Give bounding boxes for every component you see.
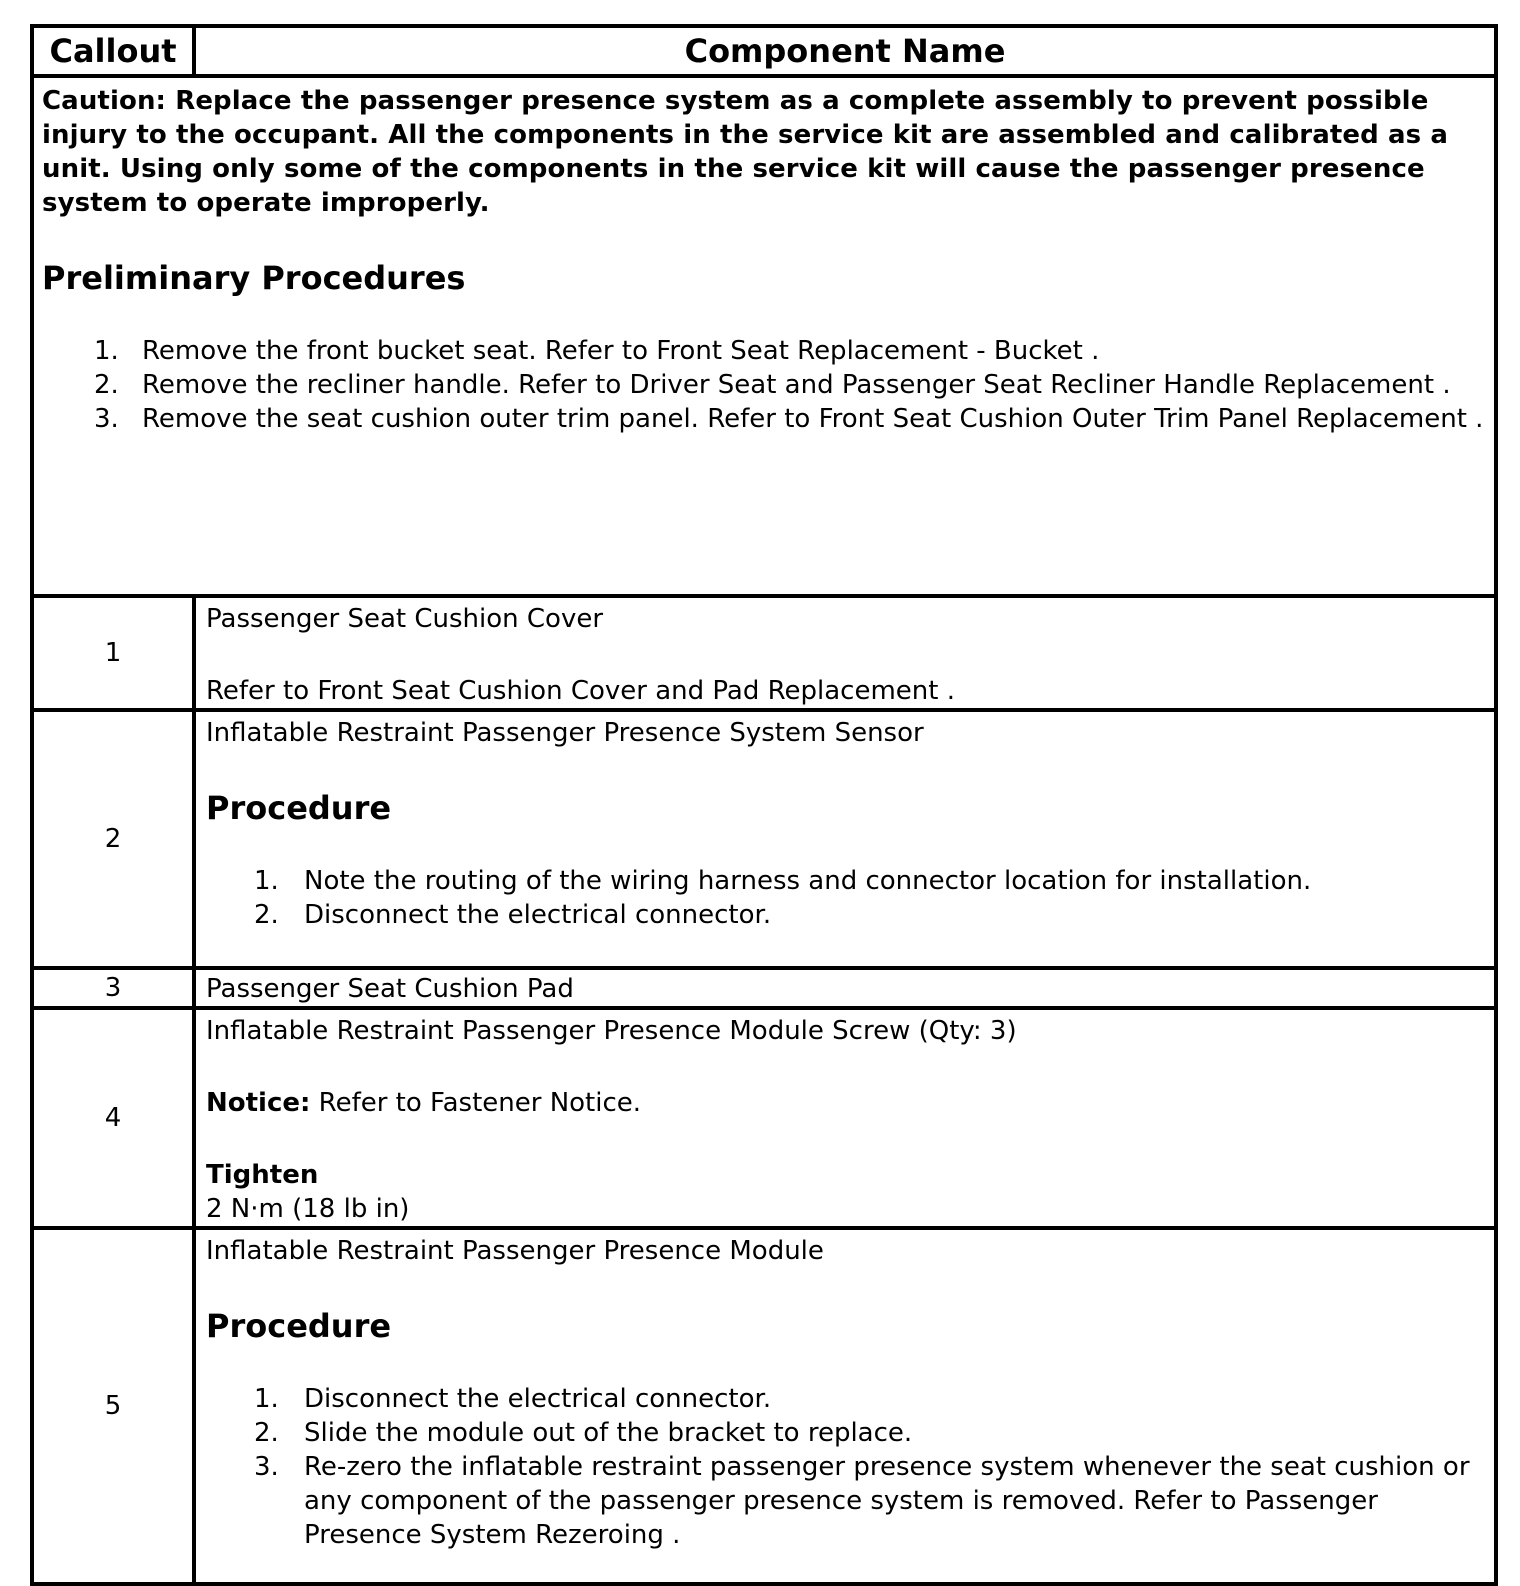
step-text: Disconnect the electrical connector. <box>304 1384 772 1414</box>
step-text: Disconnect the electrical connector. <box>304 900 772 930</box>
tighten-label: Tighten <box>206 1160 319 1190</box>
list-item <box>206 898 1484 932</box>
component-name-header: Component Name <box>194 26 1496 76</box>
step-number: 3. <box>254 1452 279 1482</box>
component-cell <box>194 1008 1496 1228</box>
caution-row <box>32 76 1496 596</box>
callout-number: 1 <box>32 596 194 710</box>
step-text: Remove the seat cushion outer trim panel. Refer to Front Seat Cushion Outer Trim Panel Replacement . <box>142 404 1484 434</box>
preliminary-procedures-heading: Preliminary Procedures <box>42 259 466 297</box>
step-text: Re-zero the inflatable restraint passenger presence system whenever the seat cushion or any component of the passenger presence system is removed. Refer to Passenger Presence System Rezeroing . <box>304 1452 1470 1550</box>
step-text: Remove the recliner handle. Refer to Driver Seat and Passenger Seat Recliner Handle Replacement . <box>142 370 1451 400</box>
notice-line <box>206 1086 1484 1120</box>
procedure-heading: Procedure <box>206 1307 392 1345</box>
callout-header: Callout <box>32 26 194 76</box>
table-row <box>32 1228 1496 1584</box>
component-cell <box>194 968 1496 1008</box>
component-note: Refer to Front Seat Cushion Cover and Pad Replacement . <box>206 676 955 706</box>
list-item <box>206 1450 1484 1552</box>
procedure-steps-list <box>206 864 1484 932</box>
notice-label: Notice: <box>206 1088 311 1118</box>
list-item <box>206 1416 1484 1450</box>
list-item <box>42 402 1486 436</box>
table-row <box>32 710 1496 968</box>
notice-text: Refer to Fastener Notice. <box>318 1088 642 1118</box>
procedure-heading: Procedure <box>206 789 392 827</box>
tighten-value: 2 N·m (18 lb in) <box>206 1194 410 1224</box>
table-row <box>32 596 1496 710</box>
preliminary-steps-list <box>42 334 1486 436</box>
table-row <box>32 968 1496 1008</box>
header-row <box>32 26 1496 76</box>
component-name: Inflatable Restraint Passenger Presence Module Screw (Qty: 3) <box>206 1016 1017 1046</box>
callout-number: 5 <box>32 1228 194 1584</box>
component-cell <box>194 596 1496 710</box>
step-text: Slide the module out of the bracket to replace. <box>304 1418 913 1448</box>
component-cell <box>194 710 1496 968</box>
callout-number: 2 <box>32 710 194 968</box>
component-table <box>30 24 1498 1586</box>
list-item <box>42 334 1486 368</box>
caution-text: Caution: Replace the passenger presence system as a complete assembly to prevent possible injury to the occupant. All the components in the service kit are assembled and calibrated as a unit. Using only some of the components in the service kit will cause the passenger presence system to operate improperly. <box>42 86 1449 218</box>
caution-cell <box>32 76 1496 596</box>
step-number: 1. <box>94 336 119 366</box>
step-number: 2. <box>94 370 119 400</box>
list-item <box>206 864 1484 898</box>
callout-number: 3 <box>32 968 194 1008</box>
callout-number: 4 <box>32 1008 194 1228</box>
step-number: 1. <box>254 866 279 896</box>
step-number: 1. <box>254 1384 279 1414</box>
component-cell <box>194 1228 1496 1584</box>
step-number: 2. <box>254 1418 279 1448</box>
component-name: Passenger Seat Cushion Pad <box>206 974 574 1004</box>
component-name: Passenger Seat Cushion Cover <box>206 604 604 634</box>
list-item <box>42 368 1486 402</box>
component-name: Inflatable Restraint Passenger Presence Module <box>206 1236 824 1266</box>
list-item <box>206 1382 1484 1416</box>
step-number: 2. <box>254 900 279 930</box>
step-text: Note the routing of the wiring harness and connector location for installation. <box>304 866 1312 896</box>
component-name: Inflatable Restraint Passenger Presence System Sensor <box>206 718 924 748</box>
procedure-steps-list <box>206 1382 1484 1552</box>
step-number: 3. <box>94 404 119 434</box>
step-text: Remove the front bucket seat. Refer to Front Seat Replacement - Bucket . <box>142 336 1100 366</box>
table-row <box>32 1008 1496 1228</box>
